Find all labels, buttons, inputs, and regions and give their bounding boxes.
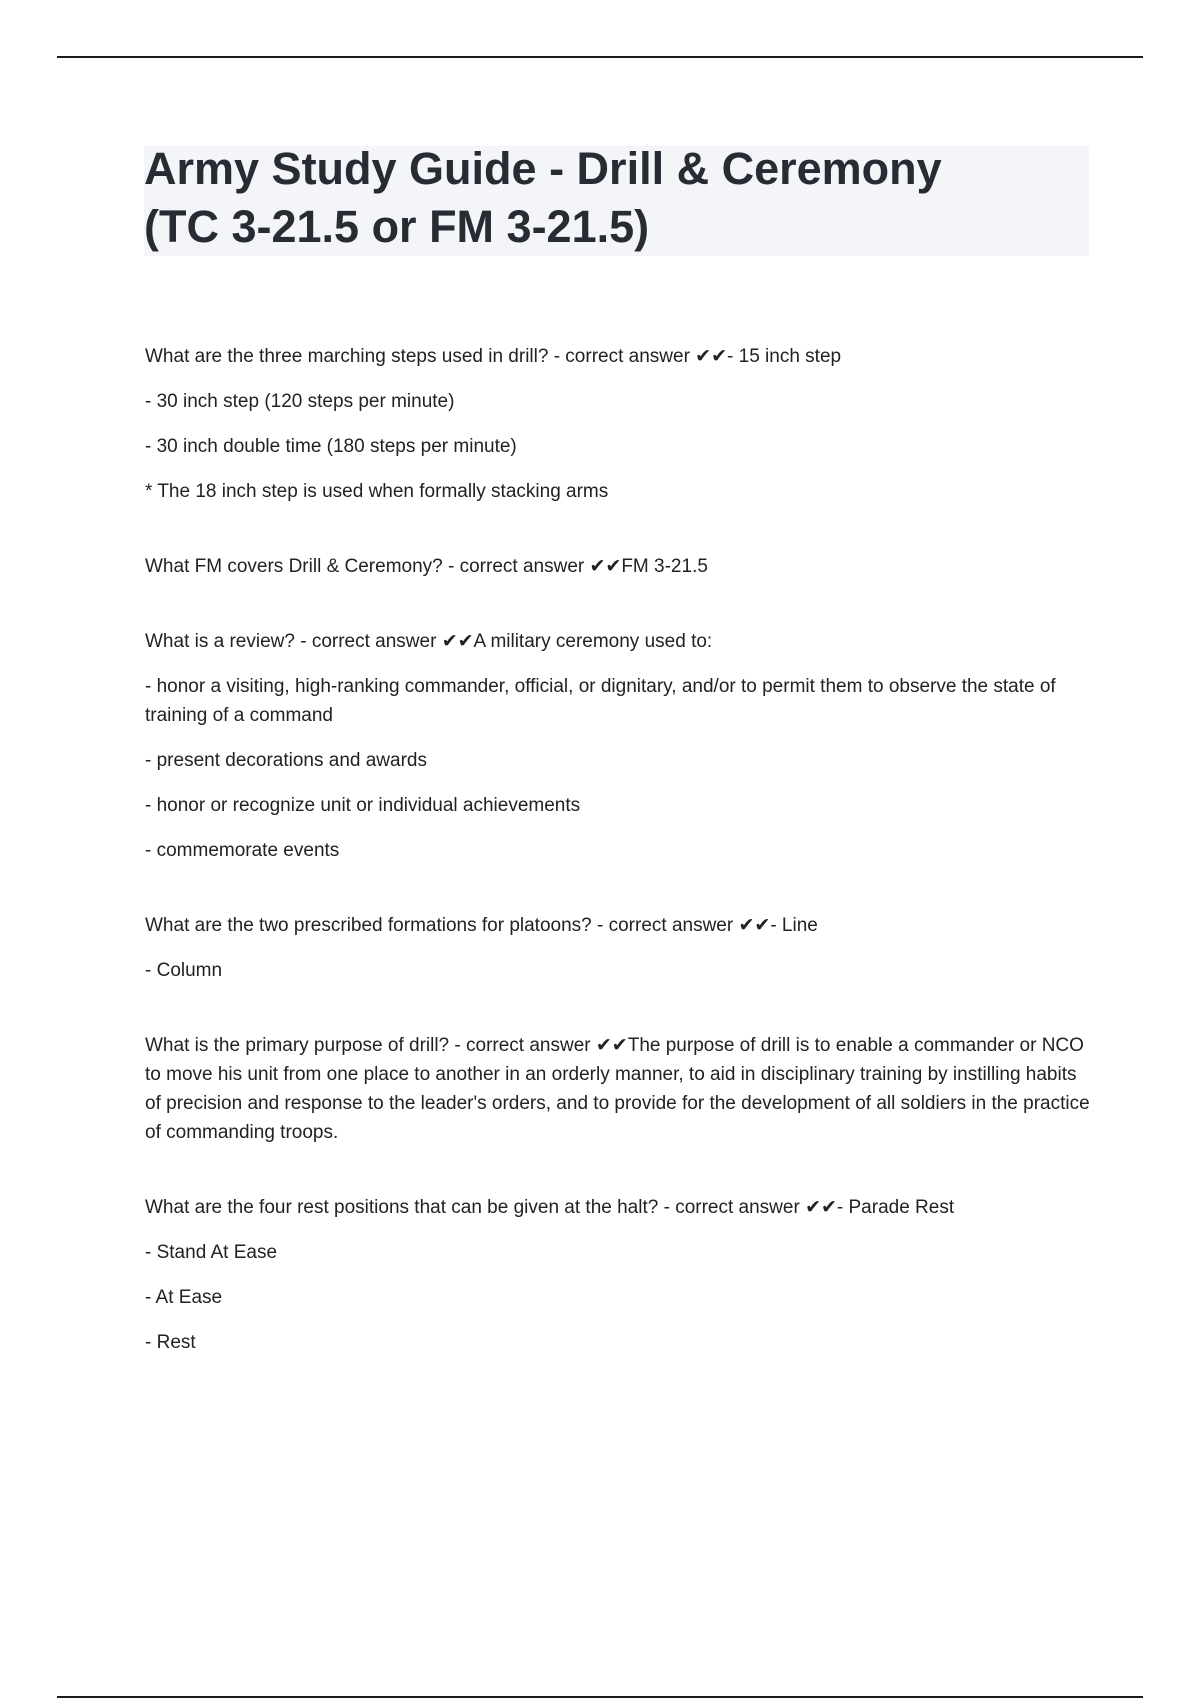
qa-item-marching-steps <box>145 342 1090 506</box>
answer-line: - 30 inch double time (180 steps per minute) <box>145 436 517 457</box>
answer-line: - Column <box>145 960 223 981</box>
question-rest-positions: What are the four rest positions that can be given at the halt? - correct answer ✔✔- Parade Rest <box>145 1197 955 1218</box>
page-title <box>144 140 1089 256</box>
answer-line: - At Ease <box>145 1287 223 1308</box>
answer-line: - honor or recognize unit or individual achievements <box>145 795 581 816</box>
answer-line: - 30 inch step (120 steps per minute) <box>145 391 455 412</box>
answer-line: - Stand At Ease <box>145 1242 278 1263</box>
question-purpose: What is the primary purpose of drill? - correct answer ✔✔The purpose of drill is to enable a commander or NCO to move his unit from one place to another in an orderly manner, to aid in disciplinary training by instilling habits of precision and response to the leader's orders, and to provide for the development of all soldiers in the practice of commanding troops. <box>145 1035 1090 1143</box>
question-marching-steps: What are the three marching steps used in drill? - correct answer ✔✔- 15 inch step <box>145 346 842 367</box>
title-banner <box>144 143 1089 256</box>
question-formations: What are the two prescribed formations for platoons? - correct answer ✔✔- Line <box>145 915 818 936</box>
qa-item-formations <box>145 911 1090 985</box>
qa-item-fm <box>145 552 1090 581</box>
answer-line: - Rest <box>145 1332 196 1353</box>
title-line-2: (TC 3-21.5 or FM 3-21.5) <box>144 201 650 252</box>
qa-item-review <box>145 627 1090 865</box>
title-line-1: Army Study Guide - Drill & Ceremony <box>144 143 942 194</box>
question-review: What is a review? - correct answer ✔✔A military ceremony used to: <box>145 631 713 652</box>
answer-note: * The 18 inch step is used when formally stacking arms <box>145 481 609 502</box>
qa-item-purpose <box>145 1031 1090 1147</box>
top-divider <box>57 56 1143 58</box>
answer-line: - commemorate events <box>145 840 340 861</box>
question-fm: What FM covers Drill & Ceremony? - correct answer ✔✔FM 3-21.5 <box>145 556 708 577</box>
answer-line: - present decorations and awards <box>145 750 427 771</box>
answer-line: - honor a visiting, high-ranking commander, official, or dignitary, and/or to permit them to observe the state of training of a command <box>145 676 1056 726</box>
qa-item-rest-positions <box>145 1193 1090 1357</box>
qa-list <box>145 342 1090 1357</box>
bottom-divider <box>57 1696 1143 1698</box>
